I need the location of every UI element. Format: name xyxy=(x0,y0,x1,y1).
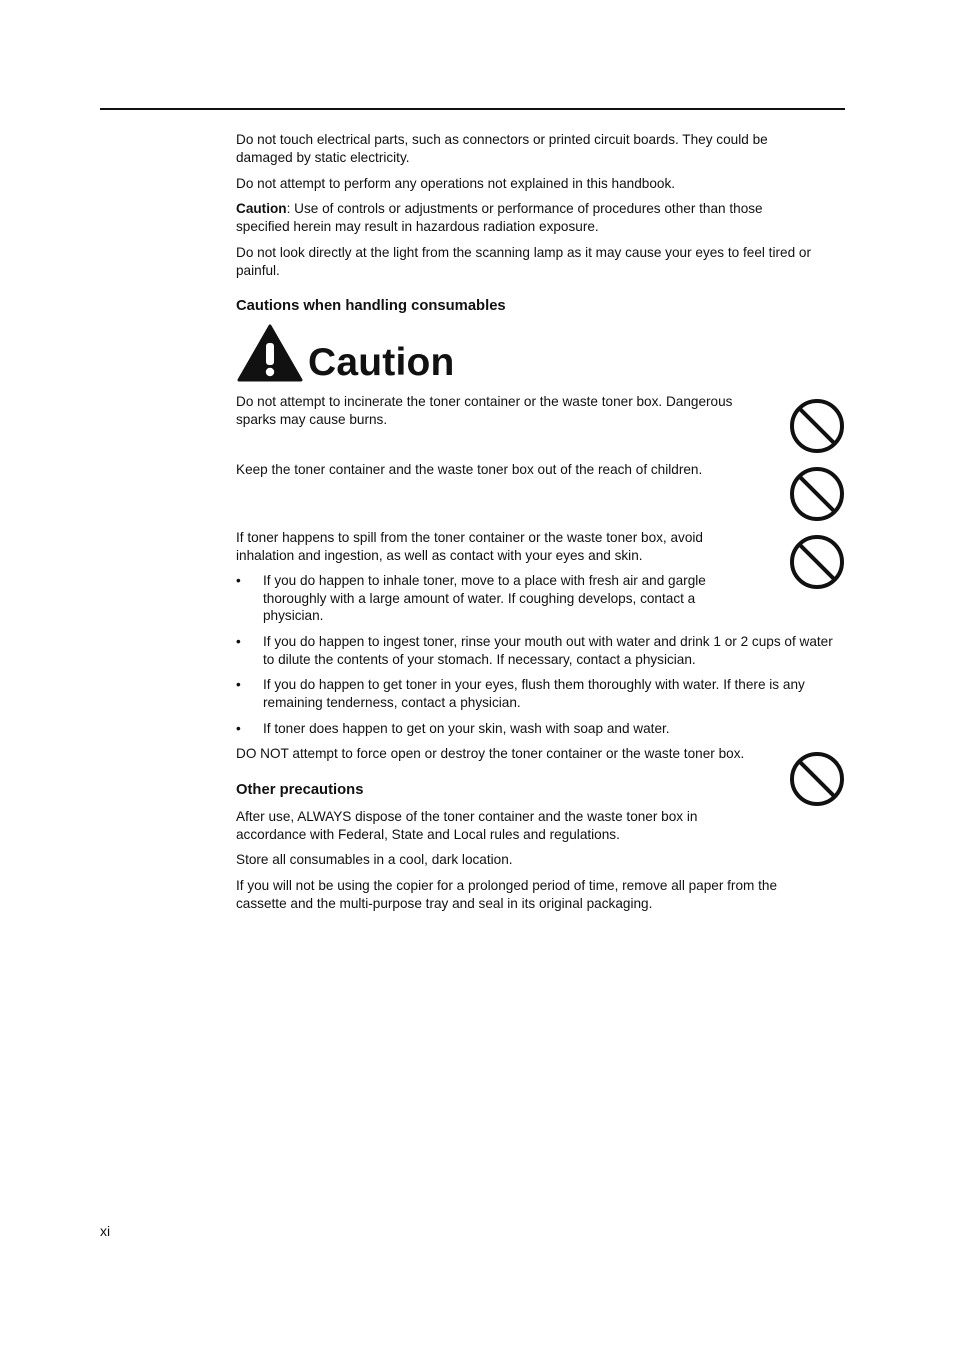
force-open-warning: DO NOT attempt to force open or destroy the toner container or the waste toner box. xyxy=(236,746,745,761)
prohibition-icon xyxy=(789,751,845,807)
caution-label: Caution xyxy=(236,201,287,216)
prohibition-icon xyxy=(789,466,845,522)
prohibition-icon xyxy=(789,398,845,454)
incinerate-warning: Do not attempt to incinerate the toner container or the waste toner box. Dangerous sparks may cause burns. xyxy=(236,394,733,427)
prolonged-disuse-note: If you will not be using the copier for a prolonged period of time, remove all paper from the cassette and the multi-purpose tray and seal in its original packaging. xyxy=(236,878,778,911)
radiation-caution-note xyxy=(236,200,816,235)
warning-triangle-icon xyxy=(237,324,303,382)
caution-title: Caution xyxy=(308,341,455,384)
bullet-text: If you do happen to ingest toner, rinse your mouth out with water and drink 1 or 2 cups of water to dilute the contents of your stomach. If necessary, contact a physician. xyxy=(263,634,833,667)
bullet-text: If you do happen to inhale toner, move to a place with fresh air and gargle thoroughly with a large amount of water. If coughing develops, contact a physician. xyxy=(263,573,706,623)
storage-note: Store all consumables in a cool, dark location. xyxy=(236,852,513,867)
bullet-symbol: • xyxy=(236,573,241,588)
page-number: xi xyxy=(100,1223,111,1239)
bullet-text: If you do happen to get toner in your eyes, flush them thoroughly with water. If there is any remaining tenderness, contact a physician. xyxy=(263,677,805,710)
scanning-lamp-note: Do not look directly at the light from the scanning lamp as it may cause your eyes to feel tired or painful. xyxy=(236,245,811,278)
consumables-heading: Cautions when handling consumables xyxy=(236,298,506,314)
list-item xyxy=(236,572,746,626)
bullet-symbol: • xyxy=(236,677,241,692)
list-item xyxy=(236,720,845,738)
other-precautions-heading: Other precautions xyxy=(236,782,364,798)
caution-text: : Use of controls or adjustments or performance of procedures other than those specified herein may result in hazardous radiation exposure. xyxy=(236,201,763,234)
children-warning: Keep the toner container and the waste toner box out of the reach of children. xyxy=(236,462,703,477)
header-rule xyxy=(100,108,845,110)
prohibition-icon xyxy=(789,534,845,590)
list-item xyxy=(236,676,845,712)
bullet-symbol: • xyxy=(236,721,241,736)
bullet-text: If toner does happen to get on your skin, wash with soap and water. xyxy=(263,721,670,736)
electrical-parts-note: Do not touch electrical parts, such as connectors or printed circuit boards. They could be damaged by static electricity. xyxy=(236,132,768,165)
disposal-note: After use, ALWAYS dispose of the toner container and the waste toner box in accordance with Federal, State and Local rules and regulations. xyxy=(236,809,698,842)
bullet-symbol: • xyxy=(236,634,241,649)
toner-spill-warning: If toner happens to spill from the toner container or the waste toner box, avoid inhalation and ingestion, as well as contact with your eyes and skin. xyxy=(236,530,703,563)
unexplained-operations-note: Do not attempt to perform any operations not explained in this handbook. xyxy=(236,176,676,191)
list-item xyxy=(236,633,845,669)
